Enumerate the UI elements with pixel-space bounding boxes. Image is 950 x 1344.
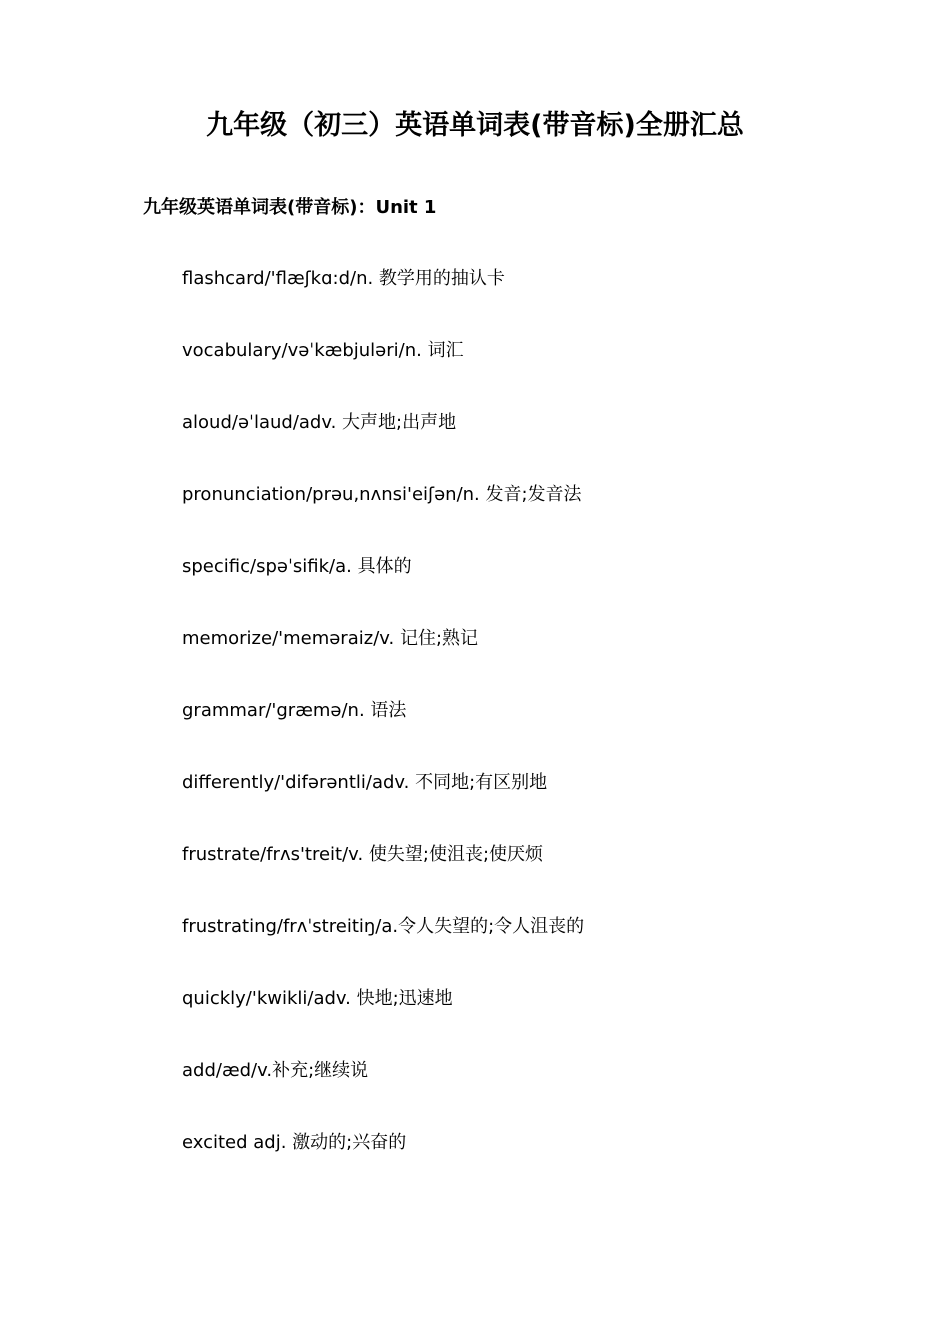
vocabulary-entry-vocabulary: vocabulary/vəˈkæbjuləri/n. 词汇 [182, 340, 464, 361]
vocabulary-entry-pronunciation: pronunciation/prəu,nʌnsi'eiʃən/n. 发音;发音法 [182, 484, 582, 505]
vocabulary-entry-memorize: memorize/'meməraiz/v. 记住;熟记 [182, 628, 479, 649]
vocabulary-entry-add: add/æd/v.补充;继续说 [182, 1060, 369, 1081]
unit-heading: 九年级英语单词表(带音标)：Unit 1 [143, 197, 437, 218]
vocabulary-entry-specific: specific/spəˈsifik/a. 具体的 [182, 556, 412, 577]
vocabulary-entry-grammar: grammar/'græmə/n. 语法 [182, 700, 407, 721]
vocabulary-entry-flashcard: flashcard/'flæʃkɑ:d/n. 教学用的抽认卡 [182, 268, 505, 289]
vocabulary-entry-frustrating: frustrating/frʌˈstreitiŋ/a.令人失望的;令人沮丧的 [182, 916, 585, 937]
vocabulary-entry-quickly: quickly/'kwikli/adv. 快地;迅速地 [182, 988, 453, 1009]
vocabulary-entry-excited: excited adj. 激动的;兴奋的 [182, 1132, 407, 1153]
vocabulary-entry-differently: differently/'difərəntli/adv. 不同地;有区别地 [182, 772, 548, 793]
document-title: 九年级（初三）英语单词表(带音标)全册汇总 [206, 110, 744, 141]
vocabulary-entry-frustrate: frustrate/frʌs'treit/v. 使失望;使沮丧;使厌烦 [182, 844, 544, 865]
vocabulary-list [182, 266, 584, 1202]
vocabulary-entry-aloud: aloud/əˈlaud/adv. 大声地;出声地 [182, 412, 457, 433]
